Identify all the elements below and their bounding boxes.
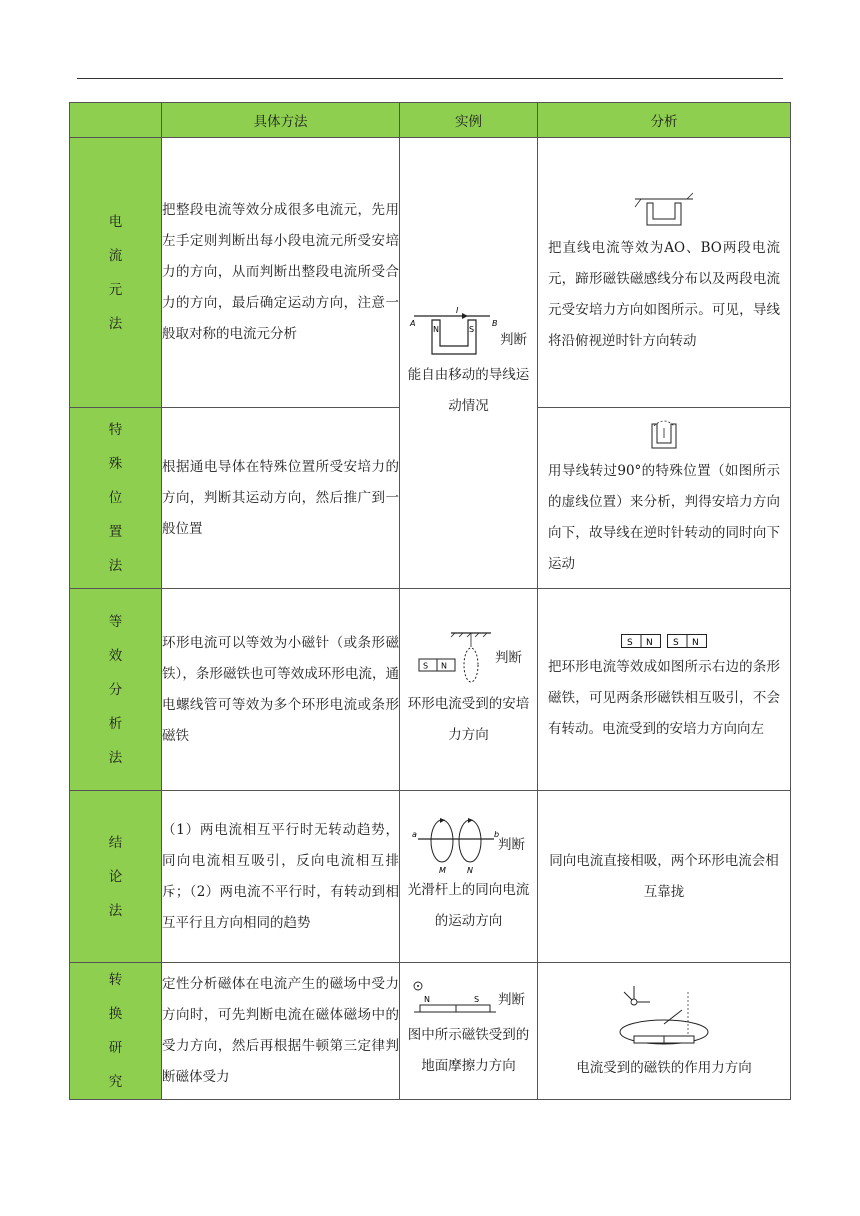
analysis-text: 把直线电流等效为AO、BO两段电流元，蹄形磁铁磁感线分布以及两段电流元受安培力方向如图所示。可见，导线将沿俯视逆时针方向转动 (548, 239, 780, 349)
svg-text:a: a (412, 829, 417, 839)
header-rule (77, 78, 783, 79)
ring-current-magnet-figure (415, 629, 495, 689)
bar-magnet-left (621, 634, 661, 648)
svg-text:A: A (410, 319, 416, 328)
example-text: 光滑杆上的同向电流的运动方向 (407, 881, 530, 929)
method-name (70, 408, 162, 589)
method-description: 根据通电导体在特殊位置所受安培力的方向，判断其运动方向，然后推广到一般位置 (162, 408, 400, 589)
svg-text:b: b (494, 829, 500, 839)
svg-text:N: N (441, 661, 447, 670)
example-suffix: 判断 (495, 650, 522, 666)
parallel-rings-figure (412, 817, 498, 875)
analysis-cell (538, 963, 791, 1100)
method-description: 环形电流可以等效为小磁针（或条形磁铁），条形磁铁也可等效成环形电流，通电螺线管可等效为多个环形电流或条形磁铁 (162, 589, 400, 791)
analysis-text: 把环形电流等效成如图所示右边的条形磁铁，可见两条形磁铁相互吸引，不会有转动。电流受到的安培力方向向左 (548, 659, 780, 737)
horseshoe-magnet-figure (410, 304, 500, 360)
svg-text:S: S (673, 638, 679, 648)
svg-text:N: N (467, 865, 473, 875)
table-row (70, 791, 791, 963)
example-cell (400, 138, 538, 589)
example-suffix: 判断 (498, 837, 525, 853)
svg-text:S: S (474, 995, 480, 1004)
analysis-text: 用导线转过90°的特殊位置（如图所示的虚线位置）来分析，判得安培力方向向下，故导线在逆时针转动的同时向下运动 (548, 463, 780, 572)
example-cell (400, 589, 538, 791)
svg-text:I: I (456, 306, 459, 315)
method-description: （1）两电流相互平行时无转动趋势，同向电流相互吸引，反向电流相互排斥；（2）两电流不平行时，有转动到相互平行且方向相同的趋势 (162, 791, 400, 963)
table-header-row (70, 103, 791, 138)
svg-text:M: M (439, 865, 446, 875)
method-name-text: 特殊位置法 (108, 422, 123, 574)
header-method: 具体方法 (162, 103, 400, 138)
method-description: 定性分析磁体在电流产生的磁场中受力方向时，可先判断电流在磁体磁场中的受力方向，然后再根据牛顿第三定律判断磁体受力 (162, 963, 400, 1100)
method-name-text: 等效分析法 (108, 613, 123, 766)
method-name (70, 589, 162, 791)
analysis-cell (538, 589, 791, 791)
table-row (70, 963, 791, 1100)
method-name-text: 转换研究 (108, 972, 123, 1090)
analysis-text: 电流受到的磁铁的作用力方向 (576, 1060, 752, 1076)
header-analysis: 分析 (538, 103, 791, 138)
example-suffix: 判断 (500, 332, 527, 348)
svg-text:N: N (433, 325, 439, 334)
header-example: 实例 (400, 103, 538, 138)
magnet-under-current-figure (412, 980, 498, 1020)
svg-text:S: S (423, 661, 429, 670)
header-blank (70, 103, 162, 138)
special-position-figure (644, 416, 684, 452)
table-row (70, 589, 791, 791)
example-suffix: 判断 (498, 991, 525, 1008)
svg-text:S: S (627, 638, 633, 648)
analysis-cell (538, 408, 791, 589)
svg-text:N: N (692, 638, 699, 648)
svg-text:B: B (492, 319, 498, 328)
method-name (70, 791, 162, 963)
analysis-text: 同向电流直接相吸，两个环形电流会相互靠拢 (549, 852, 779, 900)
methods-table (69, 102, 791, 1100)
method-name-text: 结论法 (108, 834, 123, 919)
current-element-force-figure (629, 189, 699, 229)
example-cell (400, 963, 538, 1100)
example-text: 环形电流受到的安培力方向 (407, 695, 530, 743)
method-name (70, 138, 162, 408)
equivalent-magnets (538, 634, 790, 648)
example-text: 能自由移动的导线运动情况 (407, 367, 530, 414)
svg-text:N: N (646, 638, 653, 648)
method-description: 把整段电流等效分成很多电流元，先用左手定则判断出每小段电流元所受安培力的方向，从而判断出整段电流所受合力的方向，最后确定运动方向，注意一般取对称的电流元分析 (162, 138, 400, 408)
magnet-force-analysis-figure (604, 980, 724, 1050)
method-name (70, 963, 162, 1100)
bar-magnet-right (667, 634, 707, 648)
example-text: 图中所示磁铁受到的地面摩擦力方向 (407, 1027, 530, 1074)
table-row (70, 138, 791, 408)
method-name-text: 电流元法 (108, 213, 123, 332)
analysis-cell (538, 791, 791, 963)
svg-text:N: N (424, 995, 430, 1004)
example-cell (400, 791, 538, 963)
analysis-cell (538, 138, 791, 408)
svg-text:S: S (469, 325, 475, 334)
